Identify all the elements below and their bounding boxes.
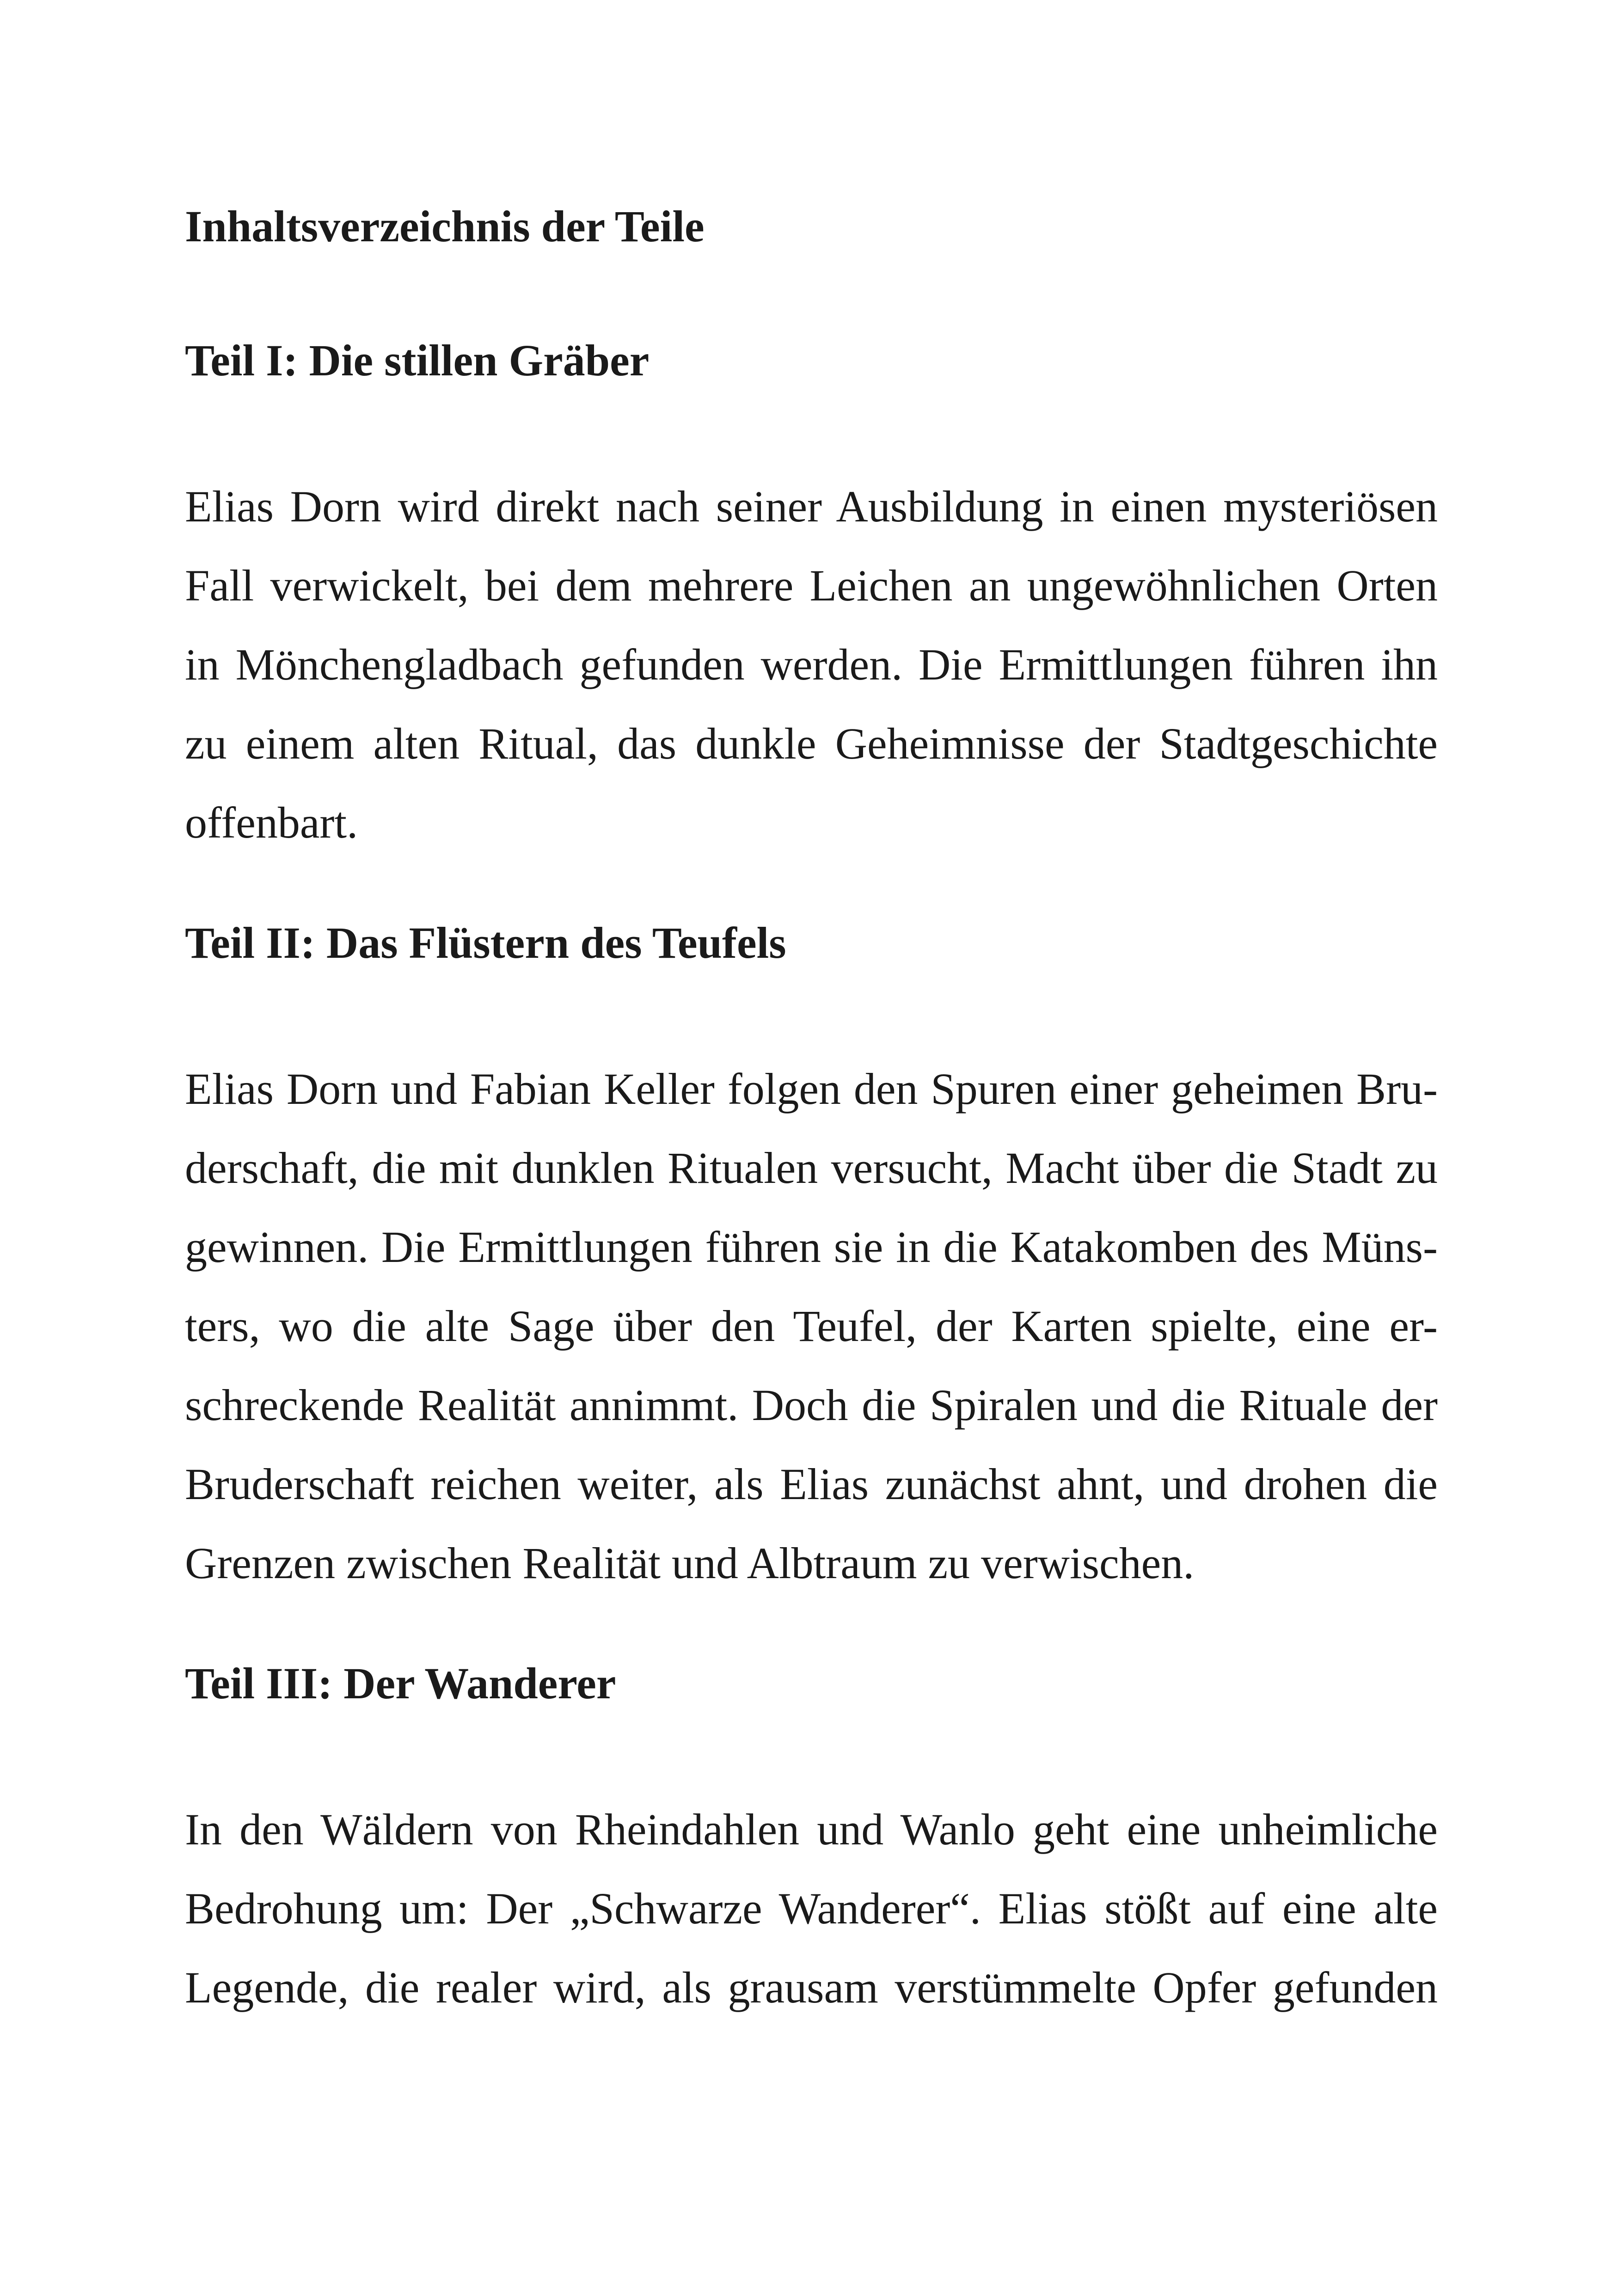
text-line: Elias Dorn wird direkt nach seiner Ausbildung in einen mysteriösen [185,482,1438,531]
text-line: Bruderschaft reichen weiter, als Elias zunächst ahnt, und drohen die [185,1459,1438,1509]
text-line: Fall verwickelt, bei dem mehrere Leichen an ungewöhnlichen Orten [185,561,1438,610]
part-2-summary [185,1049,1438,1603]
part-1-summary [185,467,1438,862]
document-content [185,199,1438,2080]
text-line: Bedrohung um: Der „Schwarze Wanderer“. Elias stößt auf eine alte [185,1884,1438,1933]
text-line: offenbart. [185,798,358,847]
text-line: Legende, die realer wird, als grausam verstümmelte Opfer gefunden [185,1963,1438,2012]
text-line: zu einem alten Ritual, das dunkle Geheimnisse der Stadtgeschichte [185,719,1438,768]
part-2-heading: Teil II: Das Flüstern des Teufels [185,918,786,967]
text-line: In den Wäldern von Rheindahlen und Wanlo geht eine unheimliche [185,1805,1438,1854]
text-line: schreckende Realität annimmt. Doch die Spiralen und die Rituale der [185,1380,1438,1430]
toc-title: Inhaltsverzeichnis der Teile [185,202,705,251]
text-line: ters, wo die alte Sage über den Teufel, der Karten spielte, eine er- [185,1301,1438,1351]
text-line: Elias Dorn und Fabian Keller folgen den Spuren einer geheimen Bru- [185,1064,1438,1114]
text-line: Grenzen zwischen Realität und Albtraum zu verwischen. [185,1538,1195,1588]
part-3-summary [185,1790,1438,2027]
text-line: gewinnen. Die Ermittlungen führen sie in die Katakomben des Müns- [185,1222,1438,1272]
part-1-heading: Teil I: Die stillen Gräber [185,336,650,385]
text-line: derschaft, die mit dunklen Ritualen versucht, Macht über die Stadt zu [185,1143,1438,1193]
text-line: in Mönchengladbach gefunden werden. Die Ermittlungen führen ihn [185,640,1438,689]
part-3-heading: Teil III: Der Wanderer [185,1659,616,1708]
